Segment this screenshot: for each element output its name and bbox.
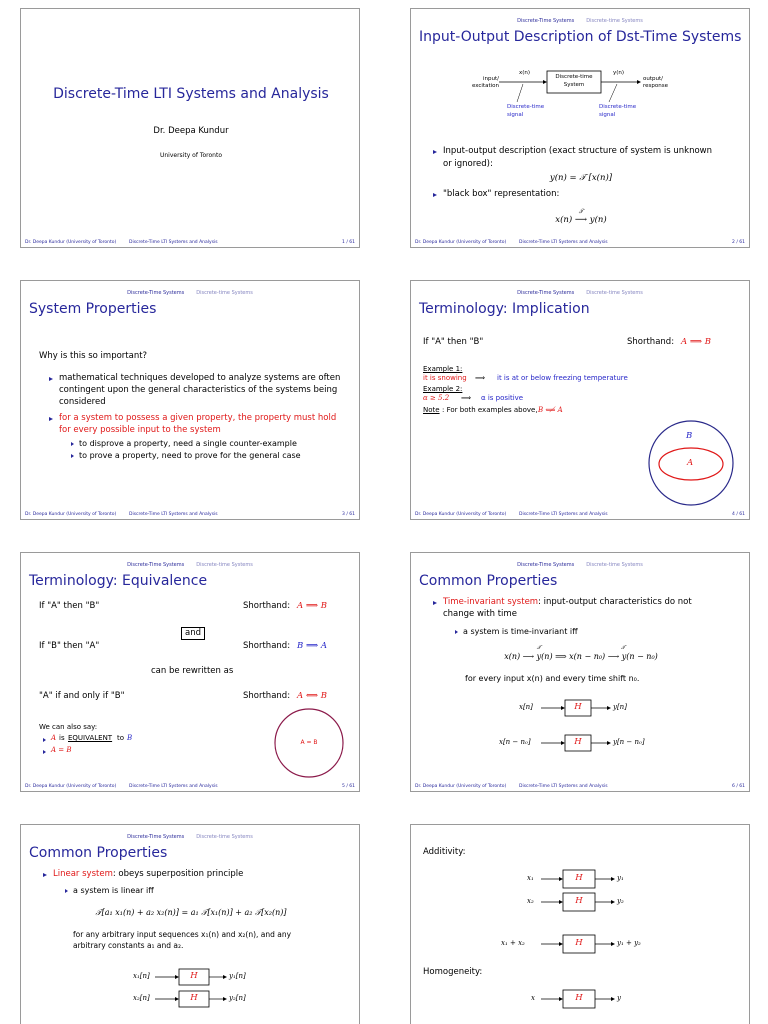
d1-out-head	[611, 877, 615, 881]
box-label-1: Discrete-time	[555, 74, 593, 80]
question-text: Why is this so important?	[39, 351, 148, 361]
nav-subsection[interactable]: Discrete-time Systems	[196, 834, 253, 840]
d2-out-head	[611, 900, 615, 904]
d4-input: x	[531, 994, 535, 1002]
and-box: and	[181, 627, 205, 640]
bullet-marker	[433, 193, 437, 197]
page-number: 6 / 61	[732, 784, 745, 789]
slide-title: System Properties	[29, 301, 157, 317]
d2-system: H	[190, 993, 198, 1003]
shorthand-label: Shorthand:	[627, 337, 675, 347]
d1-output: y[n]	[613, 703, 627, 711]
d3-out-head	[611, 942, 615, 946]
shorthand-equation: A ⟹ B	[681, 337, 711, 347]
d1-system: H	[190, 971, 198, 981]
signal-label-2a: Discrete-time	[599, 104, 637, 110]
subbullet-text: to prove a property, need to prove for the general case	[79, 451, 301, 460]
shorthand-label: Shorthand:	[243, 691, 291, 701]
shorthand-label: Shorthand:	[243, 641, 291, 651]
d1-out-head	[223, 975, 227, 979]
time-invariance-equation: x(n) ⟶ y(n) ⟹ x(n − n₀) ⟶ y(n − n₀)	[504, 652, 658, 661]
nav-section[interactable]: Discrete-Time Systems	[127, 834, 185, 840]
example-1-conclusion: it is at or below freezing temperature	[497, 374, 628, 382]
footer-title: Discrete-Time LTI Systems and Analysis	[129, 512, 218, 517]
d2-output: y₂	[617, 897, 624, 905]
page-number: 1 / 61	[342, 240, 355, 245]
slide-8	[410, 824, 750, 1024]
page-number: 5 / 61	[342, 784, 355, 789]
system-diagrams	[411, 553, 750, 792]
footer-title: Discrete-Time LTI Systems and Analysis	[129, 240, 218, 245]
shorthand-label: Shorthand:	[243, 601, 291, 611]
shorthand-equation-3: A ⟺ B	[297, 691, 327, 701]
bullet-marker	[49, 377, 53, 381]
d1-out-head	[607, 706, 611, 710]
output-label-2: response	[643, 83, 668, 89]
equiv-b: B	[127, 734, 133, 742]
if-statement-1: If "A" then "B"	[39, 601, 100, 611]
equiv-to: to	[117, 734, 125, 742]
slide-1	[20, 8, 360, 248]
bullet-text: "black box" representation:	[443, 189, 560, 199]
footer-author: Dr. Deepa Kundur (University of Toronto)	[415, 784, 507, 789]
shorthand-equation-1: A ⟹ B	[297, 601, 327, 611]
slide-title: Terminology: Equivalence	[29, 573, 208, 589]
property-name: Linear system	[53, 869, 113, 879]
example-2-premise: α ≥ 5.2	[423, 394, 450, 402]
subbullet-text: to disprove a property, need a single counter-example	[79, 439, 297, 448]
slide-7	[20, 824, 360, 1024]
if-statement-2: If "B" then "A"	[39, 641, 100, 651]
example-2-conclusion: α is positive	[481, 394, 524, 402]
equation-blackbox: x(n) ⟶ y(n)	[555, 215, 607, 225]
example-2-label: Example 2:	[423, 385, 463, 393]
if-statement: If "A" then "B"	[423, 337, 484, 347]
signal-pointer-2	[609, 84, 617, 102]
note-label: Note	[423, 406, 440, 414]
equation-io: y(n) = 𝒯 [x(n)]	[549, 173, 613, 183]
also-text: We can also say:	[39, 723, 98, 731]
page-number: 4 / 61	[732, 512, 745, 517]
nav-subsection[interactable]: Discrete-time Systems	[586, 290, 643, 296]
subbullet-marker	[71, 454, 74, 458]
footer-author: Dr. Deepa Kundur (University of Toronto)	[25, 784, 117, 789]
nav-section[interactable]: Discrete-Time Systems	[127, 290, 185, 296]
example-2-implies: ⟹	[461, 394, 472, 402]
note-equation: B ⟸̸ A	[538, 406, 563, 414]
note-text: : For both examples above,	[442, 406, 538, 414]
venn-diagram	[411, 281, 750, 520]
institution: University of Toronto	[159, 152, 222, 159]
for-any-text-1: for any arbitrary input sequences x₁(n) and x₂(n), and any	[73, 930, 292, 939]
slide-4	[410, 280, 750, 520]
homogeneity-label: Homogeneity:	[423, 967, 483, 977]
equiv-word: EQUIVALENT	[68, 734, 113, 742]
footer-author: Dr. Deepa Kundur (University of Toronto)	[25, 512, 117, 517]
footer-author: Dr. Deepa Kundur (University of Toronto)	[415, 512, 507, 517]
nav-section[interactable]: Discrete-Time Systems	[127, 562, 185, 568]
subbullet-text: a system is time-invariant iff	[463, 627, 578, 636]
signal-label-2b: signal	[599, 112, 616, 118]
property-desc: : input-output characteristics do not	[538, 597, 692, 607]
d2-output: y₂[n]	[229, 994, 246, 1002]
author-name: Dr. Deepa Kundur	[153, 126, 229, 136]
circle-label: A = B	[300, 739, 318, 746]
over-1: 𝒯	[536, 645, 541, 651]
bullet-marker	[49, 417, 53, 421]
bullet-text: or ignored):	[443, 159, 493, 169]
d2-input: x₂	[527, 897, 534, 905]
shorthand-equation-2: B ⟹ A	[297, 641, 327, 651]
d2-system: H	[575, 896, 583, 906]
for-any-text-2: arbitrary constants a₁ and a₂.	[73, 941, 184, 950]
d3-output: y₁ + y₂	[617, 939, 641, 947]
d2-output: y[n − n₀]	[613, 738, 645, 746]
input-label-1: input/	[482, 76, 499, 82]
equiv-is: is	[59, 734, 65, 742]
bullet-text: considered	[59, 397, 106, 407]
d3-system: H	[575, 938, 583, 948]
d1-input: x[n]	[519, 703, 533, 711]
nav-subsection[interactable]: Discrete-time Systems	[196, 562, 253, 568]
nav-section[interactable]: Discrete-Time Systems	[517, 562, 575, 568]
presentation-title: Discrete-Time LTI Systems and Analysis	[53, 86, 329, 102]
subbullet-marker	[71, 442, 74, 446]
bullet-text: change with time	[443, 609, 517, 619]
property-desc: : obeys superposition principle	[112, 869, 244, 879]
footer-author: Dr. Deepa Kundur (University of Toronto)	[25, 240, 117, 245]
d4-system: H	[575, 993, 583, 1003]
superposition-equation: 𝒯[a₁ x₁(n) + a₂ x₂(n)] = a₁ 𝒯[x₁(n)] + a₂ 𝒯[x₂(n)]	[95, 908, 287, 917]
example-1-label: Example 1:	[423, 365, 463, 373]
subbullet-text: a system is linear iff	[73, 886, 154, 895]
nav-section[interactable]: Discrete-Time Systems	[517, 18, 575, 24]
property-name: Time-invariant system	[443, 597, 539, 607]
input-label-2: excitation	[471, 83, 499, 89]
equiv-eq-text: A = B	[51, 746, 72, 754]
d1-input: x₁[n]	[133, 972, 150, 980]
xn-label: x(n)	[519, 70, 531, 76]
d2-system: H	[574, 737, 582, 747]
footer-title: Discrete-Time LTI Systems and Analysis	[129, 784, 218, 789]
nav-subsection[interactable]: Discrete-time Systems	[196, 290, 253, 296]
slide-3	[20, 280, 360, 520]
d4-out-head	[611, 997, 615, 1001]
rewrite-text: can be rewritten as	[151, 666, 234, 676]
example-1-premise: it is snowing	[423, 374, 467, 382]
equation-over: 𝒯	[578, 208, 584, 215]
example-1-implies: ⟹	[475, 374, 486, 382]
bullet-text: contingent upon the general characteristics of the systems being	[59, 385, 338, 395]
nav-subsection[interactable]: Discrete-time Systems	[586, 562, 643, 568]
d1-input: x₁	[527, 874, 534, 882]
yn-label: y(n)	[613, 70, 625, 76]
slide-title: Common Properties	[419, 573, 558, 589]
bullet-text: mathematical techniques developed to analyze systems are often	[59, 373, 341, 383]
for-every-text: for every input x(n) and every time shift n₀.	[465, 674, 640, 683]
venn-label-b: B	[686, 431, 693, 441]
bullet-text-highlight: for a system to possess a given property, the property must hold	[59, 413, 337, 423]
d2-out-head	[607, 741, 611, 745]
equiv-a: A	[51, 734, 57, 742]
slide-5	[20, 552, 360, 792]
footer-author: Dr. Deepa Kundur (University of Toronto)	[415, 240, 507, 245]
box-label-2: System	[563, 82, 585, 88]
signal-label-1b: signal	[507, 112, 524, 118]
slide-title: Input-Output Description of Dst-Time Systems	[419, 29, 742, 45]
signal-label-1a: Discrete-time	[507, 104, 545, 110]
iff-statement: "A" if and only if "B"	[39, 691, 125, 701]
slide-2	[410, 8, 750, 248]
d2-input: x₂[n]	[133, 994, 150, 1002]
venn-label-a: A	[687, 458, 694, 468]
slide-title: Common Properties	[29, 845, 168, 861]
nav-section[interactable]: Discrete-Time Systems	[517, 290, 575, 296]
d1-system: H	[575, 873, 583, 883]
page-number: 3 / 61	[342, 512, 355, 517]
footer-title: Discrete-Time LTI Systems and Analysis	[519, 240, 608, 245]
d2-out-head	[223, 997, 227, 1001]
output-label-1: output/	[643, 76, 663, 82]
footer-title: Discrete-Time LTI Systems and Analysis	[519, 784, 608, 789]
bullet-text-highlight: for every possible input to the system	[59, 425, 221, 435]
d4-output: y	[617, 994, 621, 1002]
d1-output: y₁[n]	[229, 972, 246, 980]
d3-input: x₁ + x₂	[501, 939, 525, 947]
slide-title: Terminology: Implication	[419, 301, 590, 317]
nav-bar	[21, 290, 359, 296]
slide-6	[410, 552, 750, 792]
d2-input: x[n − n₀]	[499, 738, 531, 746]
over-2: 𝒯	[621, 645, 626, 651]
page-number: 2 / 61	[732, 240, 745, 245]
bullet-text: Input-output description (exact structure of system is unknown	[443, 146, 712, 156]
signal-pointer-1	[517, 84, 523, 102]
nav-subsection[interactable]: Discrete-time Systems	[586, 18, 643, 24]
equivalence-circle	[21, 553, 360, 792]
bullet-marker	[433, 150, 437, 154]
additivity-label: Additivity:	[423, 847, 466, 857]
d1-system: H	[574, 702, 582, 712]
output-arrowhead	[637, 80, 641, 84]
d1-output: y₁	[617, 874, 624, 882]
footer-title: Discrete-Time LTI Systems and Analysis	[519, 512, 608, 517]
